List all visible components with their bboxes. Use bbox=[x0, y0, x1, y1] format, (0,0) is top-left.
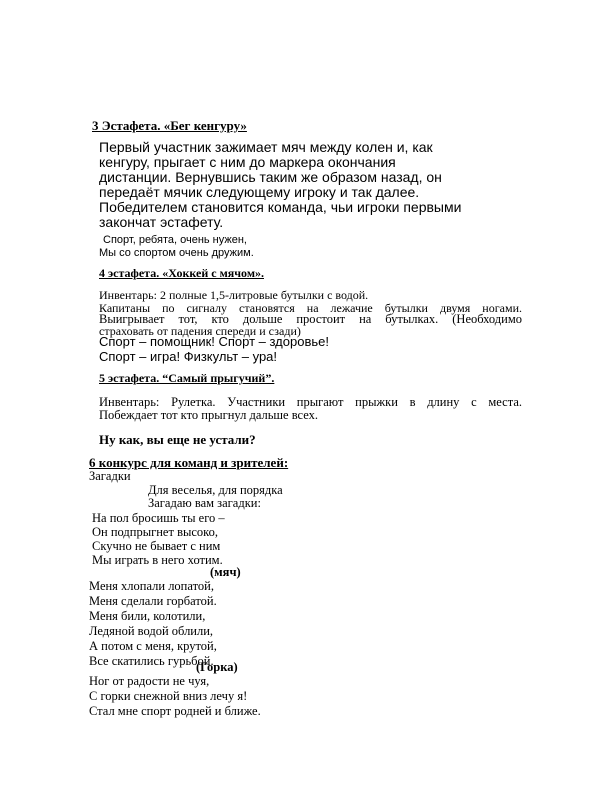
riddle1-line: Скучно не бывает с ним bbox=[92, 539, 221, 553]
question-heading: Ну как, вы еще не устали? bbox=[99, 432, 256, 447]
contest6-intro-line: Загадаю вам загадки: bbox=[148, 496, 261, 510]
riddle2-line: Меня били, колотили, bbox=[89, 609, 206, 623]
relay3-title: 3 Эстафета. «Бег кенгуру» bbox=[92, 118, 247, 133]
relay4-chant-line: Спорт – игра! Физкульт – ура! bbox=[99, 349, 278, 364]
relay3-poem-line: Мы со спортом очень дружим. bbox=[99, 247, 254, 259]
outro-line: Ног от радости не чуя, bbox=[89, 674, 210, 688]
relay4-chant-line: Спорт – помощник! Спорт – здоровье! bbox=[99, 334, 329, 349]
riddle2-line: Все скатились гурьбой. bbox=[89, 654, 214, 668]
contest6-title: 6 конкурс для команд и зрителей: bbox=[89, 455, 289, 470]
contest6-intro-line: Для веселья, для порядка bbox=[148, 483, 283, 497]
relay4-line: Капитаны по сигналу становятся на лежачие бутылки двумя ногами. bbox=[99, 301, 522, 315]
relay3-line: Победителем становится команда, чьи игроки первыми bbox=[99, 199, 462, 215]
relay3-line: Первый участник зажимает мяч между колен и, как bbox=[99, 139, 433, 155]
relay4-line: страховать от падения спереди и сзади) bbox=[99, 324, 301, 338]
relay3-line: кенгуру, прыгает с ним до маркера окончания bbox=[99, 154, 396, 170]
riddle2-answer: (Горка) bbox=[196, 660, 238, 674]
relay4-line: Инвентарь: 2 полные 1,5-литровые бутылки с водой. bbox=[99, 288, 369, 302]
relay4-title: 4 эстафета. «Хоккей с мячом». bbox=[99, 266, 264, 280]
relay4-line: Выигрывает тот, кто дольше простоит на бутылках. (Необходимо bbox=[99, 312, 522, 326]
riddle1-line: Он подпрыгнет высоко, bbox=[92, 525, 218, 539]
relay5-line: Побеждает тот кто прыгнул дальше всех. bbox=[99, 408, 319, 422]
relay5-line: Инвентарь: Рулетка. Участники прыгают прыжки в длину с места. bbox=[99, 395, 522, 409]
riddle2-line: Ледяной водой облили, bbox=[89, 624, 214, 638]
relay5-title: 5 эстафета. “Самый прыгучий”. bbox=[99, 371, 275, 385]
relay3-line: дистанции. Вернувшись таким же образом назад, он bbox=[99, 169, 442, 185]
relay3-poem-line: Спорт, ребята, очень нужен, bbox=[103, 234, 247, 246]
outro-line: Стал мне спорт родней и ближе. bbox=[89, 704, 261, 718]
riddle1-line: Мы играть в него хотим. bbox=[92, 553, 223, 567]
relay3-line: закончат эстафету. bbox=[99, 214, 224, 230]
riddle1-line: На пол бросишь ты его – bbox=[92, 511, 225, 525]
riddle2-line: Меня хлопали лопатой, bbox=[89, 579, 214, 593]
relay3-line: передаёт мячик следующему игроку и так далее. bbox=[99, 184, 420, 200]
riddle2-line: А потом с меня, крутой, bbox=[89, 639, 217, 653]
outro-line: С горки снежной вниз лечу я! bbox=[89, 689, 248, 703]
riddle1-answer: (мяч) bbox=[210, 565, 241, 579]
riddle2-line: Меня сделали горбатой. bbox=[89, 594, 217, 608]
contest6-subtitle: Загадки bbox=[89, 469, 131, 483]
